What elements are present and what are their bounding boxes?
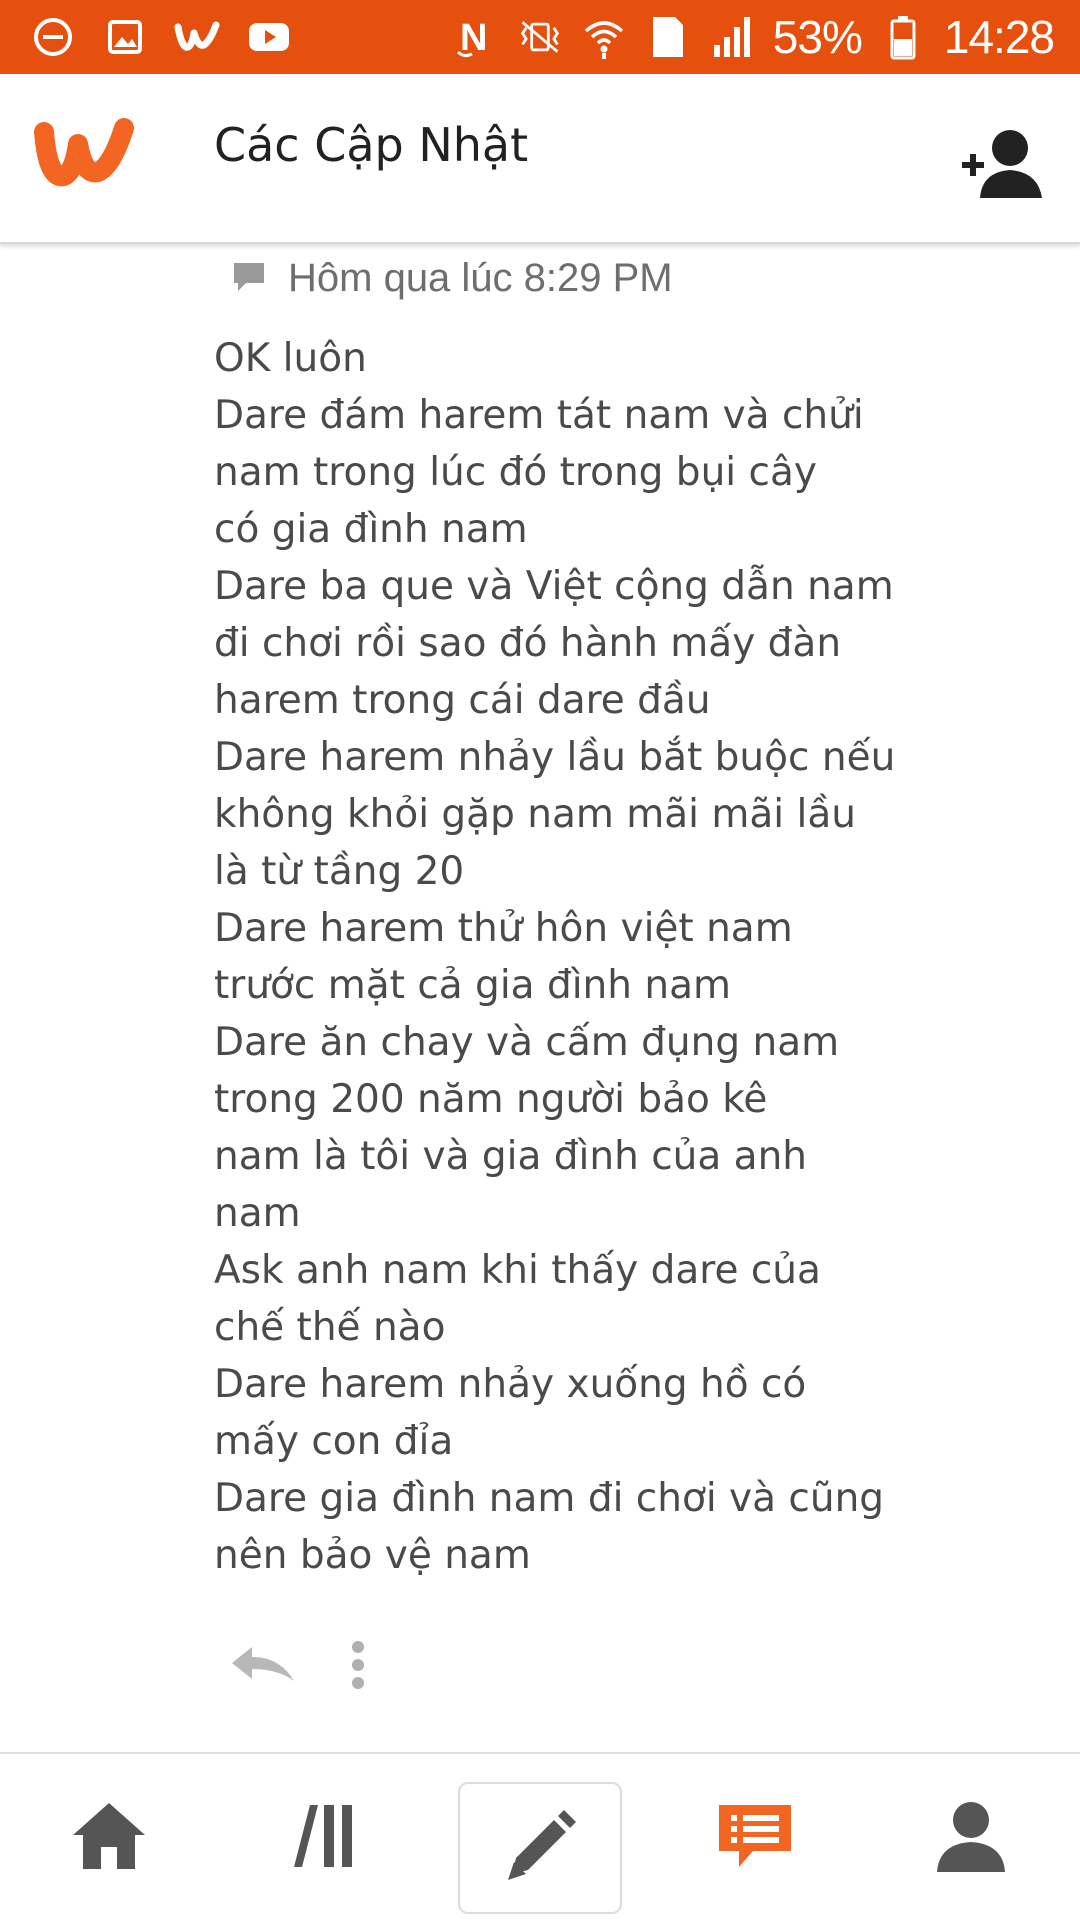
- message-line: có gia đình nam: [214, 507, 528, 552]
- message-line: Dare gia đình nam đi chơi và cũng: [214, 1476, 885, 1521]
- profile-icon: [933, 1798, 1009, 1878]
- message-line: trước mặt cả gia đình nam: [214, 963, 731, 1008]
- nav-library[interactable]: [250, 1754, 400, 1922]
- message-line: OK luôn: [214, 336, 367, 381]
- message-line: trong 200 năm người bảo kê: [214, 1077, 768, 1122]
- bottom-navigation: [0, 1752, 1080, 1922]
- wattpad-icon: [174, 14, 220, 60]
- nav-home[interactable]: [34, 1754, 184, 1922]
- message-line: nam là tôi và gia đình của anh: [214, 1134, 807, 1179]
- nfc-icon: [453, 14, 499, 60]
- message-line: đi chơi rồi sao đó hành mấy đàn: [214, 621, 842, 666]
- message-line: không khỏi gặp nam mãi mãi lầu: [214, 792, 856, 837]
- message-line: chế thế nào: [214, 1305, 446, 1350]
- message-line: Dare đám harem tát nam và chửi: [214, 393, 864, 438]
- message-meta: [232, 256, 673, 301]
- clock: 14:28: [943, 11, 1054, 63]
- message-line: Dare harem nhảy xuống hồ có: [214, 1362, 807, 1407]
- message-line: Dare harem nhảy lầu bắt buộc nếu: [214, 735, 896, 780]
- message-line: Dare harem thử hôn việt nam: [214, 906, 793, 951]
- message-line: nam: [214, 1191, 301, 1236]
- message-actions: [228, 1640, 366, 1694]
- home-icon: [71, 1801, 147, 1875]
- battery-percent: 53%: [772, 11, 862, 63]
- message-line: mấy con đỉa: [214, 1419, 454, 1464]
- message-line: Dare ba que và Việt cộng dẫn nam: [214, 564, 894, 609]
- app-header: [0, 74, 1080, 244]
- message-timestamp: Hôm qua lúc 8:29 PM: [288, 256, 673, 300]
- do-not-disturb-icon: [30, 14, 76, 60]
- message-line: Ask anh nam khi thấy dare của: [214, 1248, 821, 1293]
- status-bar: [0, 0, 1080, 74]
- message-line: là từ tầng 20: [214, 849, 465, 894]
- message-line: nam trong lúc đó trong bụi cây: [214, 450, 817, 495]
- wattpad-logo[interactable]: [34, 114, 134, 194]
- notifications-icon: [717, 1801, 793, 1875]
- nav-profile[interactable]: [896, 1754, 1046, 1922]
- message-line: nên bảo vệ nam: [214, 1533, 531, 1578]
- battery-icon: [880, 14, 926, 60]
- message-line: Dare ăn chay và cấm đụng nam: [214, 1020, 840, 1065]
- svg-text:N: N: [459, 17, 488, 59]
- page-title: Các Cập Nhật: [214, 118, 529, 172]
- library-icon: [290, 1801, 360, 1875]
- more-options-icon[interactable]: [350, 1640, 366, 1694]
- youtube-icon: [246, 14, 292, 60]
- message-line: harem trong cái dare đầu: [214, 678, 711, 723]
- vibrate-icon: [517, 14, 563, 60]
- reply-icon[interactable]: [228, 1643, 298, 1691]
- nav-write[interactable]: [458, 1782, 622, 1914]
- gallery-icon: [102, 14, 148, 60]
- wifi-icon: [581, 14, 627, 60]
- write-icon: [504, 1810, 576, 1886]
- add-user-icon[interactable]: [958, 124, 1044, 204]
- signal-icon: [709, 14, 755, 60]
- sim2-icon: [645, 14, 691, 60]
- message-body: [214, 330, 934, 1584]
- comment-icon: [232, 261, 266, 297]
- nav-notifications[interactable]: [680, 1754, 830, 1922]
